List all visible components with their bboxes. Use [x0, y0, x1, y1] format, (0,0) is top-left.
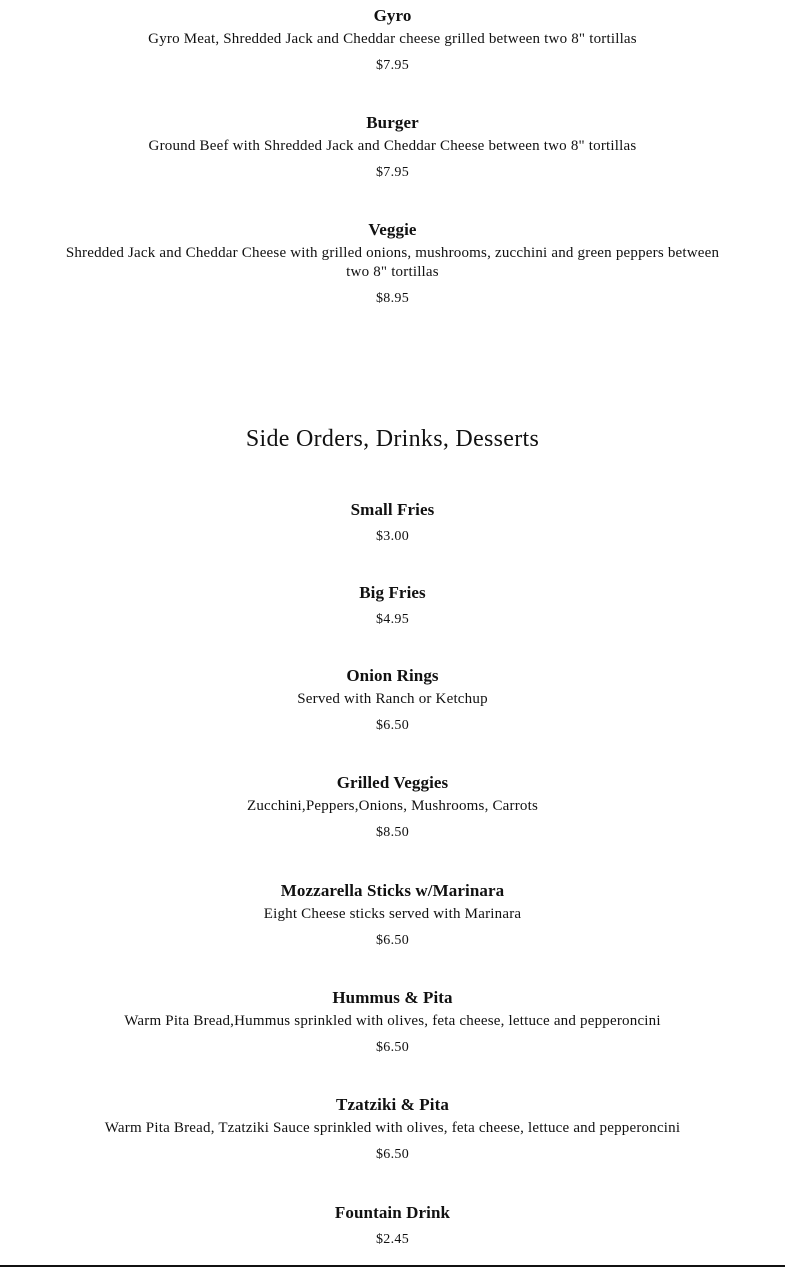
bottom-divider [0, 1265, 785, 1267]
menu-item-small-fries [0, 500, 785, 546]
item-description: Warm Pita Bread,Hummus sprinkled with olives, feta cheese, lettuce and pepperoncini [124, 1013, 661, 1029]
item-price: $3.00 [376, 529, 409, 544]
item-name: Grilled Veggies [336, 773, 449, 792]
menu-item-big-fries [0, 583, 785, 629]
item-price: $7.95 [376, 58, 409, 73]
item-name: Big Fries [359, 583, 426, 602]
menu-item-tzatziki-pita [0, 1095, 785, 1164]
item-name: Burger [366, 113, 419, 132]
item-name: Onion Rings [346, 666, 439, 685]
section-title: Side Orders, Drinks, Desserts [245, 426, 540, 452]
menu-item-hummus-pita [0, 988, 785, 1057]
menu-item-mozzarella-sticks [0, 881, 785, 950]
item-price: $6.50 [376, 1147, 409, 1162]
menu-item-gyro [0, 6, 785, 75]
menu-item-grilled-veggies [0, 773, 785, 842]
item-name: Hummus & Pita [332, 988, 453, 1007]
item-price: $4.95 [376, 612, 409, 627]
menu-item-onion-rings [0, 666, 785, 735]
item-description: Shredded Jack and Cheddar Cheese with grilled onions, mushrooms, zucchini and green peppers between two 8" tortillas [65, 245, 720, 280]
item-description: Zucchini,Peppers,Onions, Mushrooms, Carrots [246, 798, 539, 814]
item-description: Served with Ranch or Ketchup [297, 691, 488, 707]
item-name: Tzatziki & Pita [336, 1095, 449, 1114]
item-price: $6.50 [376, 933, 409, 948]
item-name: Veggie [368, 220, 417, 239]
item-name: Mozzarella Sticks w/Marinara [280, 881, 505, 900]
item-description: Eight Cheese sticks served with Marinara [263, 906, 522, 922]
item-price: $8.95 [376, 291, 409, 306]
item-description: Ground Beef with Shredded Jack and Cheddar Cheese between two 8" tortillas [148, 138, 637, 154]
item-description: Warm Pita Bread, Tzatziki Sauce sprinkled with olives, feta cheese, lettuce and pepperoncini [104, 1120, 681, 1136]
item-name: Gyro [373, 6, 412, 25]
item-price: $6.50 [376, 1040, 409, 1055]
item-name: Small Fries [350, 500, 435, 519]
item-description: Gyro Meat, Shredded Jack and Cheddar cheese grilled between two 8" tortillas [148, 31, 637, 47]
item-price: $2.45 [376, 1232, 409, 1247]
item-name: Fountain Drink [334, 1203, 451, 1222]
item-price: $7.95 [376, 165, 409, 180]
item-price: $8.50 [376, 825, 409, 840]
menu-item-veggie [0, 220, 785, 308]
menu-item-burger [0, 113, 785, 182]
menu-item-fountain-drink [0, 1203, 785, 1249]
item-price: $6.50 [376, 718, 409, 733]
